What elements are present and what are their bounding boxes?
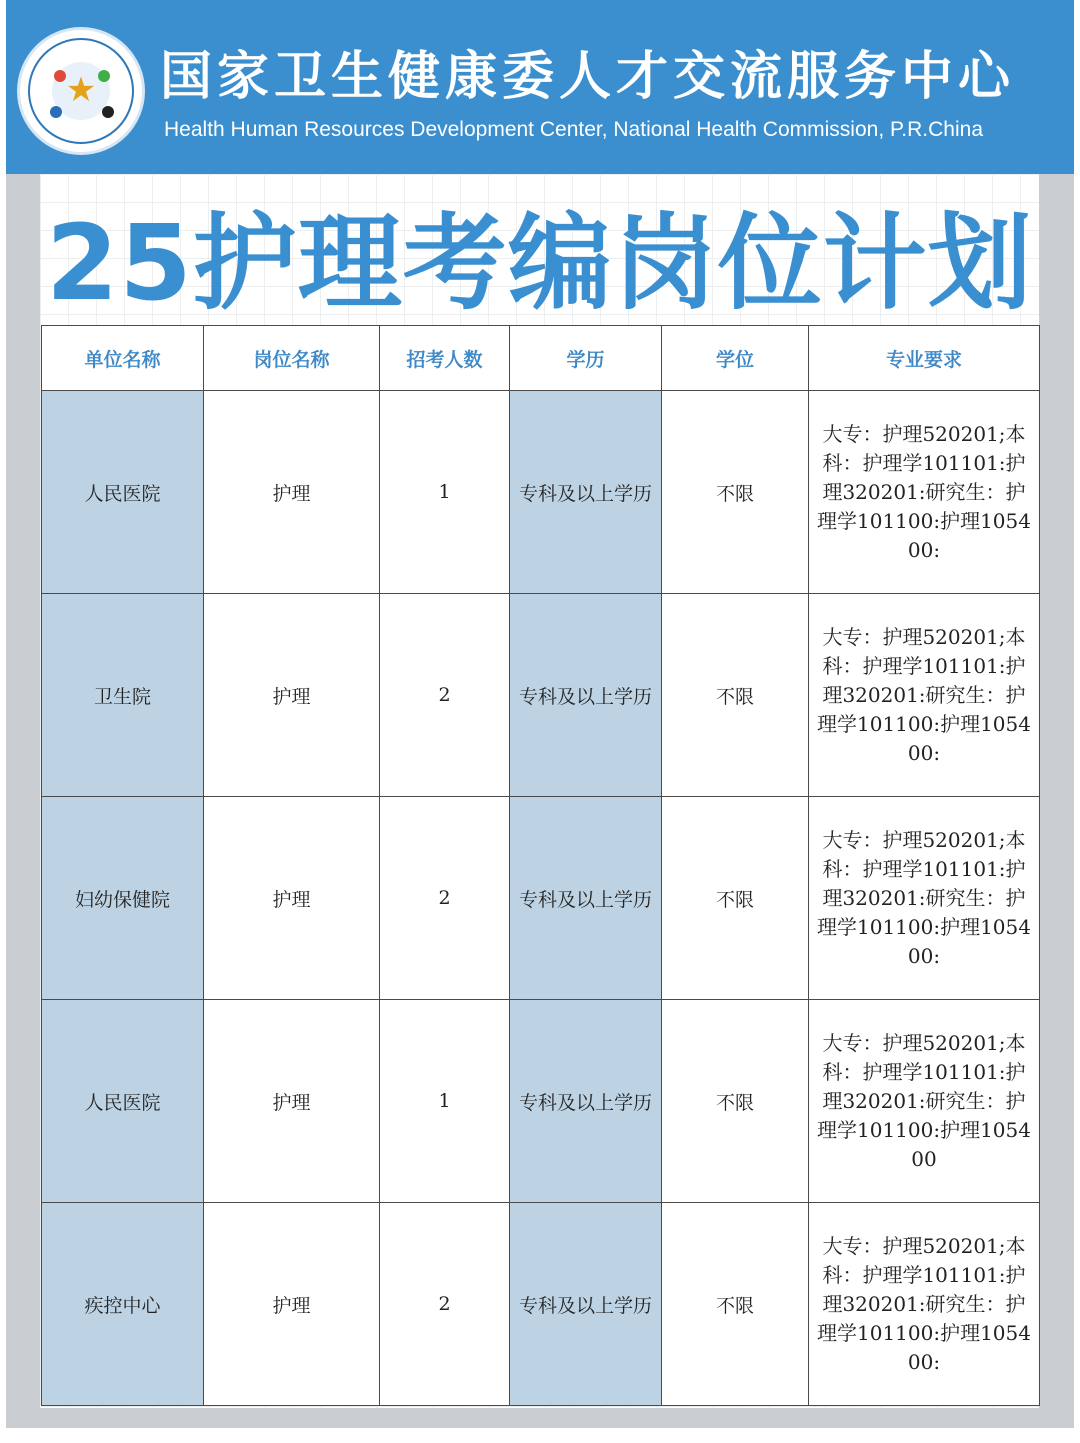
table-row <box>42 797 1040 1000</box>
header-degree: 学位 <box>662 326 809 391</box>
cell-degree: 不限 <box>662 797 809 1000</box>
cell-education: 专科及以上学历 <box>510 1000 662 1203</box>
cell-count: 1 <box>380 1000 510 1203</box>
cell-major: 大专：护理520201;本科：护理学101101:护理320201:研究生：护理学101100:护理105400: <box>809 391 1040 594</box>
page-title: 25护理考编岗位计划 <box>46 202 1033 324</box>
cell-major: 大专：护理520201;本科：护理学101101:护理320201:研究生：护理学101100:护理105400: <box>809 797 1040 1000</box>
cell-education: 专科及以上学历 <box>510 797 662 1000</box>
header-education: 学历 <box>510 326 662 391</box>
header-count: 招考人数 <box>380 326 510 391</box>
cell-major: 大专：护理520201;本科：护理学101101:护理320201:研究生：护理学101100:护理105400 <box>809 1000 1040 1203</box>
star-icon: ★ <box>65 70 97 110</box>
cell-unit: 人民医院 <box>42 1000 204 1203</box>
cell-unit: 妇幼保健院 <box>42 797 204 1000</box>
cell-education: 专科及以上学历 <box>510 594 662 797</box>
cell-degree: 不限 <box>662 594 809 797</box>
header-post: 岗位名称 <box>204 326 380 391</box>
cell-degree: 不限 <box>662 1000 809 1203</box>
cell-education: 专科及以上学历 <box>510 1203 662 1406</box>
post-plan-table <box>41 325 1040 1406</box>
header-unit: 单位名称 <box>42 326 204 391</box>
cell-post: 护理 <box>204 1000 380 1203</box>
org-name-en: Health Human Resources Development Center, National Health Commission, P.R.China <box>164 118 983 141</box>
header-major: 专业要求 <box>809 326 1040 391</box>
cell-unit: 卫生院 <box>42 594 204 797</box>
cell-major: 大专：护理520201;本科：护理学101101:护理320201:研究生：护理学101100:护理105400: <box>809 1203 1040 1406</box>
cell-post: 护理 <box>204 1203 380 1406</box>
cell-count: 1 <box>380 391 510 594</box>
table-header-row <box>42 326 1040 391</box>
cell-post: 护理 <box>204 797 380 1000</box>
table-row <box>42 1203 1040 1406</box>
table-row <box>42 594 1040 797</box>
cell-post: 护理 <box>204 594 380 797</box>
figure-green-icon <box>98 70 110 82</box>
cell-count: 2 <box>380 797 510 1000</box>
table-row <box>42 1000 1040 1203</box>
cell-post: 护理 <box>204 391 380 594</box>
cell-degree: 不限 <box>662 391 809 594</box>
cell-major: 大专：护理520201;本科：护理学101101:护理320201:研究生：护理学101100:护理105400: <box>809 594 1040 797</box>
table-row <box>42 391 1040 594</box>
org-name-cn: 国家卫生健康委人才交流服务中心 <box>160 47 1016 107</box>
cell-education: 专科及以上学历 <box>510 391 662 594</box>
cell-degree: 不限 <box>662 1203 809 1406</box>
cell-unit: 疾控中心 <box>42 1203 204 1406</box>
figure-black-icon <box>102 106 114 118</box>
cell-unit: 人民医院 <box>42 391 204 594</box>
cell-count: 2 <box>380 594 510 797</box>
figure-blue-icon <box>50 106 62 118</box>
figure-red-icon <box>54 70 66 82</box>
cell-count: 2 <box>380 1203 510 1406</box>
org-logo <box>20 30 142 152</box>
